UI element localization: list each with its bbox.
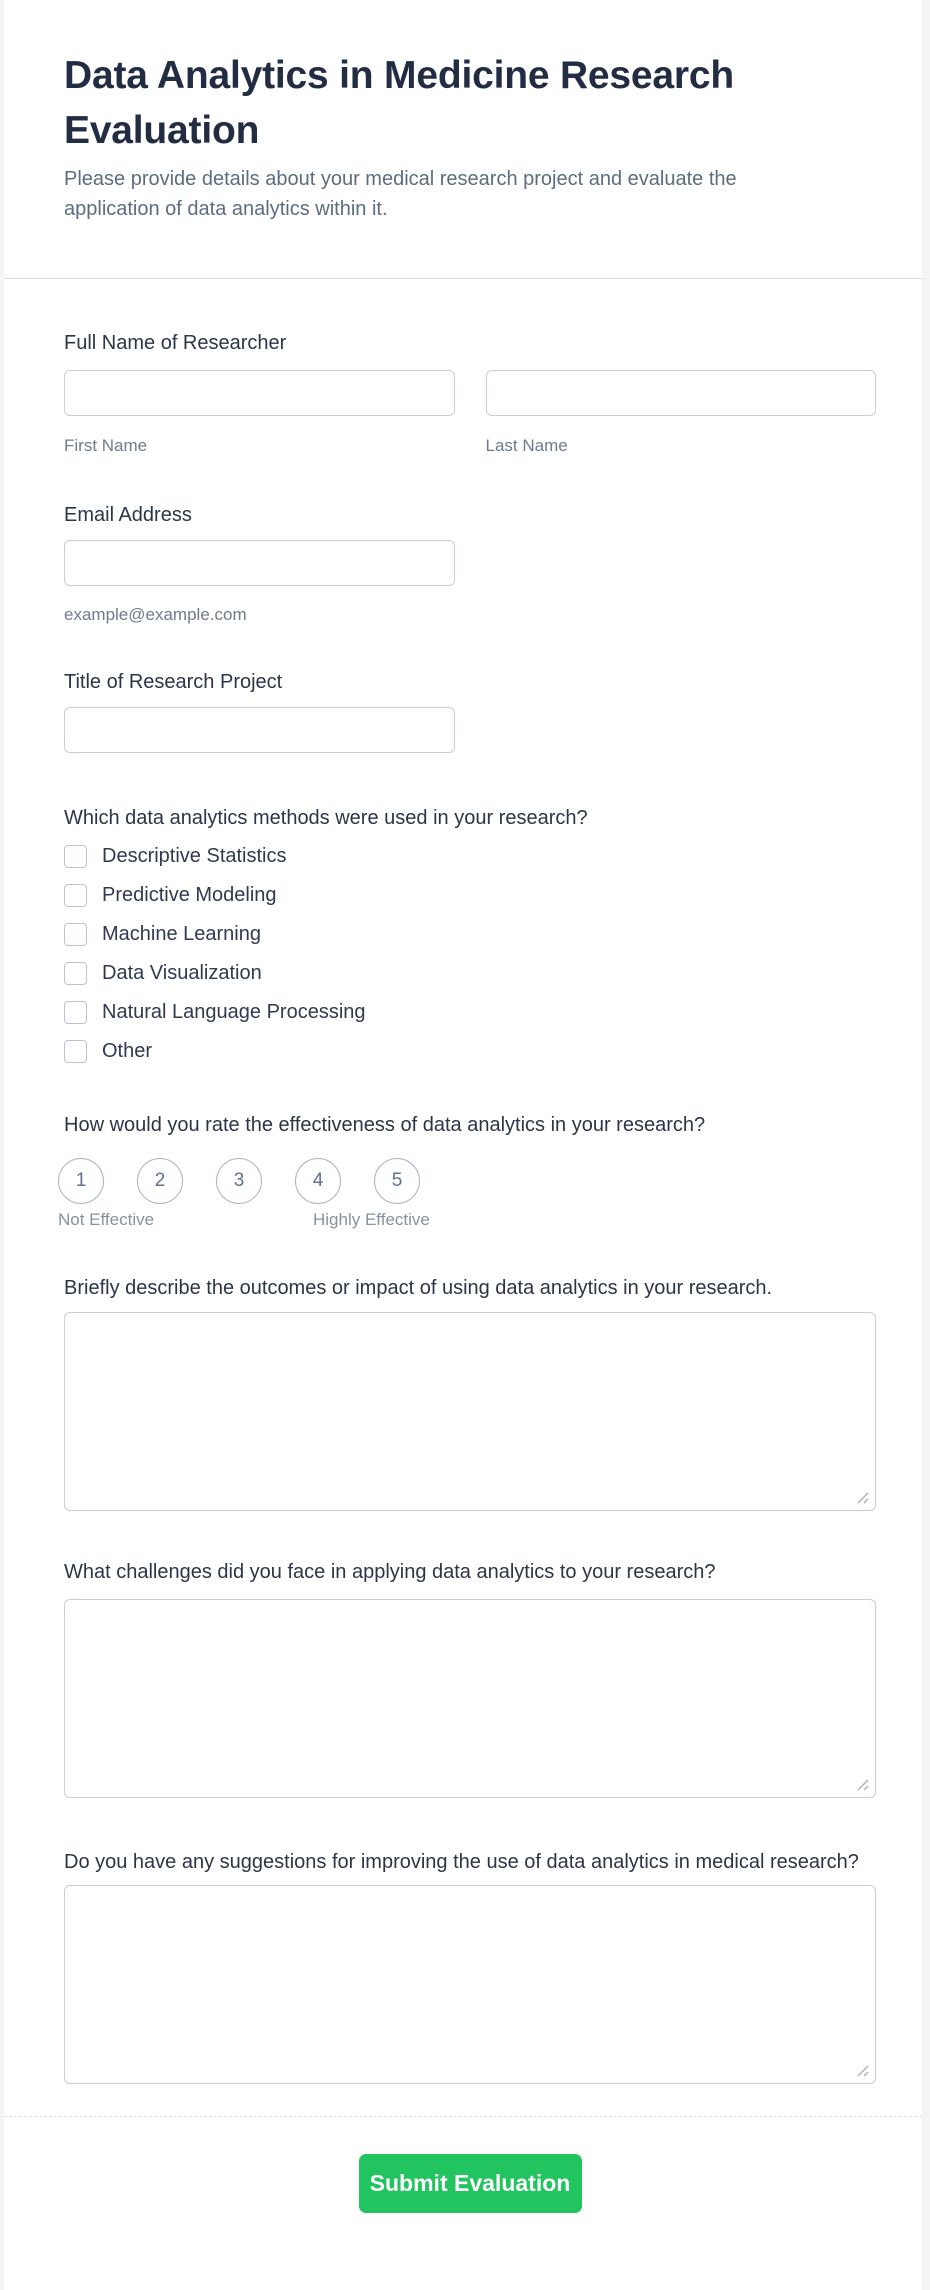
project-title-input[interactable] <box>64 707 455 753</box>
checkbox-row-data-visualization <box>64 961 876 985</box>
checkbox-row-descriptive-statistics <box>64 844 876 868</box>
name-inputs-row <box>64 370 876 416</box>
rating-captions <box>58 1210 876 1228</box>
methods-label: Which data analytics methods were used in your research? <box>64 807 588 829</box>
rating-min-caption: Not Effective <box>58 1210 155 1229</box>
name-sublabels-row <box>64 437 876 454</box>
suggestions-label: Do you have any suggestions for improving the use of data analytics in medical research? <box>64 1851 859 1873</box>
last-name-sublabel: Last Name <box>485 436 568 455</box>
field-rating <box>58 1113 876 1229</box>
suggestions-textarea-wrap <box>64 1885 876 2084</box>
challenges-label: What challenges did you face in applying data analytics to your research? <box>64 1561 716 1583</box>
outcomes-textarea[interactable] <box>64 1312 876 1511</box>
form-header <box>64 48 876 224</box>
resize-handle-icon[interactable] <box>855 2063 870 2078</box>
challenges-textarea[interactable] <box>64 1599 876 1798</box>
resize-handle-icon[interactable] <box>855 1777 870 1792</box>
challenges-textarea-wrap <box>64 1599 876 1798</box>
rating-option-5[interactable]: 5 <box>374 1158 420 1204</box>
form-subtitle: Please provide details about your medical research project and evaluate the application of data analytics within it. <box>64 168 737 220</box>
resize-handle-icon[interactable] <box>855 1490 870 1505</box>
rating-option-2[interactable]: 2 <box>137 1158 183 1204</box>
checkbox-data-visualization[interactable] <box>64 962 87 985</box>
full-name-label: Full Name of Researcher <box>64 332 287 354</box>
form-title: Data Analytics in Medicine Research Evaluation <box>64 54 734 152</box>
checkbox-row-machine-learning <box>64 922 876 946</box>
option-label: Predictive Modeling <box>102 884 277 906</box>
submit-button[interactable]: Submit Evaluation <box>359 2154 582 2213</box>
email-input[interactable] <box>64 540 455 586</box>
field-challenges <box>64 1560 876 1798</box>
submit-row <box>64 2154 876 2213</box>
email-label: Email Address <box>64 504 192 526</box>
email-sublabel: example@example.com <box>64 605 247 624</box>
checkbox-row-other <box>64 1039 876 1063</box>
option-label: Descriptive Statistics <box>102 845 287 867</box>
checkbox-other[interactable] <box>64 1040 87 1063</box>
suggestions-textarea[interactable] <box>64 1885 876 2084</box>
option-label: Natural Language Processing <box>102 1001 366 1023</box>
outcomes-textarea-wrap <box>64 1312 876 1511</box>
first-name-input[interactable] <box>64 370 455 416</box>
checkbox-machine-learning[interactable] <box>64 923 87 946</box>
checkbox-predictive-modeling[interactable] <box>64 884 87 907</box>
last-name-input[interactable] <box>486 370 876 416</box>
field-suggestions <box>64 1848 876 2084</box>
checkbox-natural-language-processing[interactable] <box>64 1001 87 1024</box>
checkbox-descriptive-statistics[interactable] <box>64 845 87 868</box>
option-label: Other <box>102 1040 153 1062</box>
first-name-sublabel: First Name <box>64 436 148 455</box>
rating-max-caption: Highly Effective <box>313 1210 430 1229</box>
form-card <box>4 0 922 2290</box>
outcomes-label: Briefly describe the outcomes or impact of using data analytics in your research. <box>64 1277 773 1299</box>
option-label: Machine Learning <box>102 923 261 945</box>
header-divider <box>4 278 922 279</box>
field-email <box>64 503 876 623</box>
checkbox-row-predictive-modeling <box>64 883 876 907</box>
field-full-name <box>64 331 876 454</box>
rating-label: How would you rate the effectiveness of data analytics in your research? <box>64 1114 706 1136</box>
rating-option-1[interactable]: 1 <box>58 1158 104 1204</box>
field-project-title <box>64 670 876 753</box>
footer-divider <box>4 2116 922 2117</box>
checkbox-row-natural-language-processing <box>64 1000 876 1024</box>
rating-option-3[interactable]: 3 <box>216 1158 262 1204</box>
option-label: Data Visualization <box>102 962 262 984</box>
rating-option-4[interactable]: 4 <box>295 1158 341 1204</box>
rating-scale-row <box>58 1158 876 1204</box>
field-outcomes <box>64 1276 876 1511</box>
project-title-label: Title of Research Project <box>64 671 283 693</box>
field-methods <box>64 806 876 1063</box>
